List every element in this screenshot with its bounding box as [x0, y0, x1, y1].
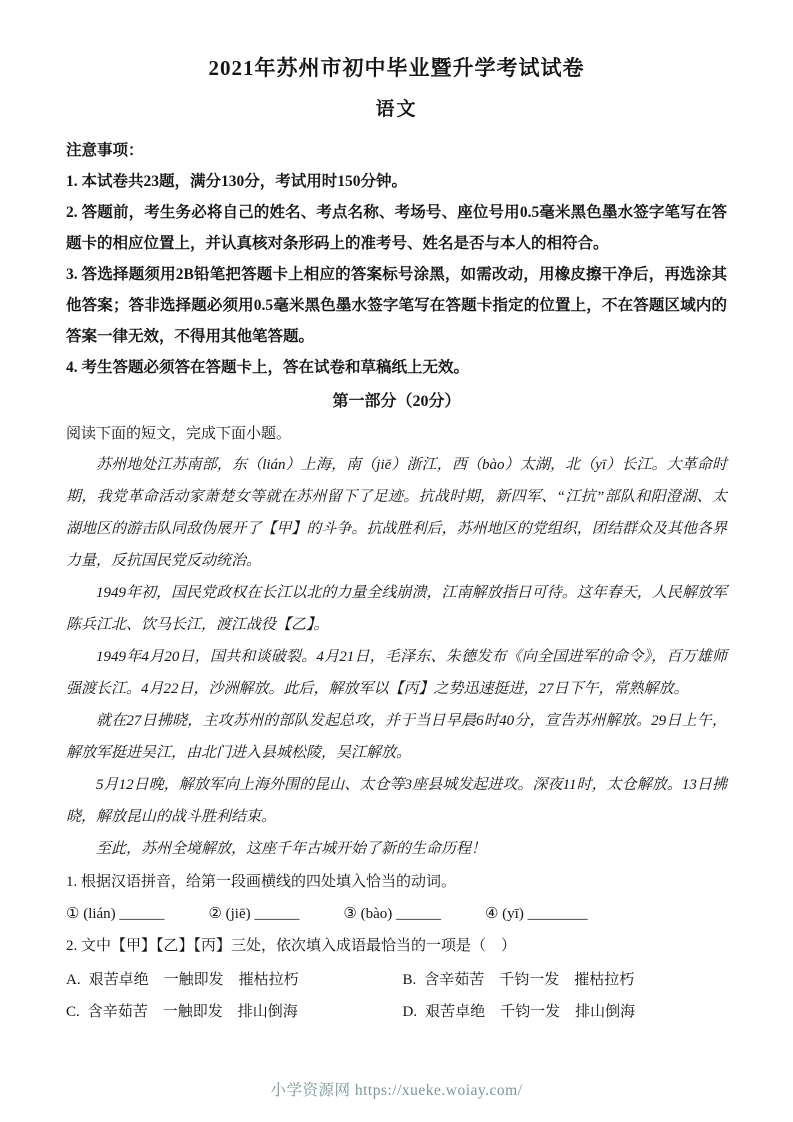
passage-intro: 阅读下面的短文，完成下面小题。: [66, 426, 292, 442]
notices-section: [66, 135, 727, 383]
question-1-blanks: [66, 899, 727, 929]
option-c-text: 含辛茹苦 一触即发 排山倒海: [87, 1004, 298, 1020]
passage-paragraph-5: 5月12日晚，解放军向上海外围的昆山、太仓等3座县城发起进攻。深夜11时，太仓解放。13日拂晓，解放昆山的战斗胜利结束。: [66, 777, 727, 825]
option-c-label: C.: [66, 1004, 80, 1020]
option-d-text: 艰苦卓绝 千钧一发 排山倒海: [425, 1004, 636, 1020]
section-1-heading: 第一部分（20分）: [332, 393, 461, 410]
question-2-text: 2. 文中【甲】【乙】【丙】三处，依次填入成语最恰当的一项是（ ）: [66, 938, 517, 954]
site-watermark-footer: [0, 1078, 793, 1100]
blank-item-3: ③ (bào) ______: [343, 906, 441, 922]
option-a-label: A.: [66, 972, 81, 988]
reading-passage: [66, 449, 727, 865]
option-a-text: 艰苦卓绝 一触即发 摧枯拉朽: [88, 972, 299, 988]
option-c: [66, 997, 391, 1027]
question-2-options: [66, 965, 727, 1027]
option-b-label: B.: [402, 972, 417, 988]
blank-item-1: ① (lián) ______: [66, 906, 165, 922]
page-title: 2021年苏州市初中毕业暨升学考试试卷: [208, 56, 585, 80]
watermark-text: 小学资源网 https://xueke.woiay.com/: [270, 1082, 523, 1099]
notices-heading: 注意事项：: [66, 142, 144, 159]
option-b: [403, 965, 728, 995]
passage-paragraph-4: 就在27日拂晓，主攻苏州的部队发起总攻，并于当日早晨6时40分，宣告苏州解放。29日上午，解放军挺进吴江，由北门进入县城松陵，吴江解放。: [66, 713, 727, 761]
question-1-text: 1. 根据汉语拼音，给第一段画横线的四处填入恰当的动词。: [66, 874, 457, 890]
notice-item-3: 3. 答选择题须用2B铅笔把答题卡上相应的答案标号涂黑，如需改动，用橡皮擦干净后，再选涂其他答案；答非选择题必须用0.5毫米黑色墨水签字笔写在答题卡指定的位置上，不在答题区域内的答案一律无效，不得用其他笔答题。: [66, 266, 727, 345]
passage-paragraph-2: 1949年初，国民党政权在长江以北的力量全线崩溃，江南解放指日可待。这年春天，人民解放军陈兵江北、饮马长江，渡江战役【乙】。: [66, 585, 727, 633]
blank-item-2: ② (jiē) ______: [208, 906, 300, 922]
passage-paragraph-3: 1949年4月20日，国共和谈破裂。4月21日，毛泽东、朱德发布《向全国进军的命令》，百万雄师强渡长江。4月22日，沙洲解放。此后，解放军以【丙】之势迅速挺进，27日下午，常熟解放。: [66, 649, 727, 697]
option-d-label: D.: [402, 1004, 418, 1020]
option-b-text: 含辛茹苦 千钧一发 摧枯拉朽: [424, 972, 635, 988]
notice-item-1: 1. 本试卷共23题，满分130分，考试用时150分钟。: [66, 173, 408, 190]
option-a: [66, 965, 391, 995]
passage-paragraph-1: 苏州地处江苏南部，东（lián）上海，南（jiē）浙江，西（bào）太湖，北（yī）长江。大革命时期，我党革命活动家萧楚女等就在苏州留下了足迹。抗战时期，新四军、“江抗”部队和阳澄湖、太湖地区的游击队同敌伪展开了【甲】的斗争。抗战胜利后，苏州地区的党组织，团结群众及其他各界力量，反抗国民党反动统治。: [66, 457, 727, 569]
notice-item-2: 2. 答题前，考生务必将自己的姓名、考点名称、考场号、座位号用0.5毫米黑色墨水签字笔写在答题卡的相应位置上，并认真核对条形码上的准考号、姓名是否与本人的相符合。: [66, 204, 727, 252]
passage-paragraph-6: 至此，苏州全境解放，这座千年古城开始了新的生命历程！: [96, 841, 487, 857]
subject-title: 语文: [375, 99, 418, 120]
option-d: [403, 997, 728, 1027]
notice-item-4: 4. 考生答题必须答在答题卡上，答在试卷和草稿纸上无效。: [66, 359, 470, 376]
blank-item-4: ④ (yī) ________: [484, 906, 588, 922]
